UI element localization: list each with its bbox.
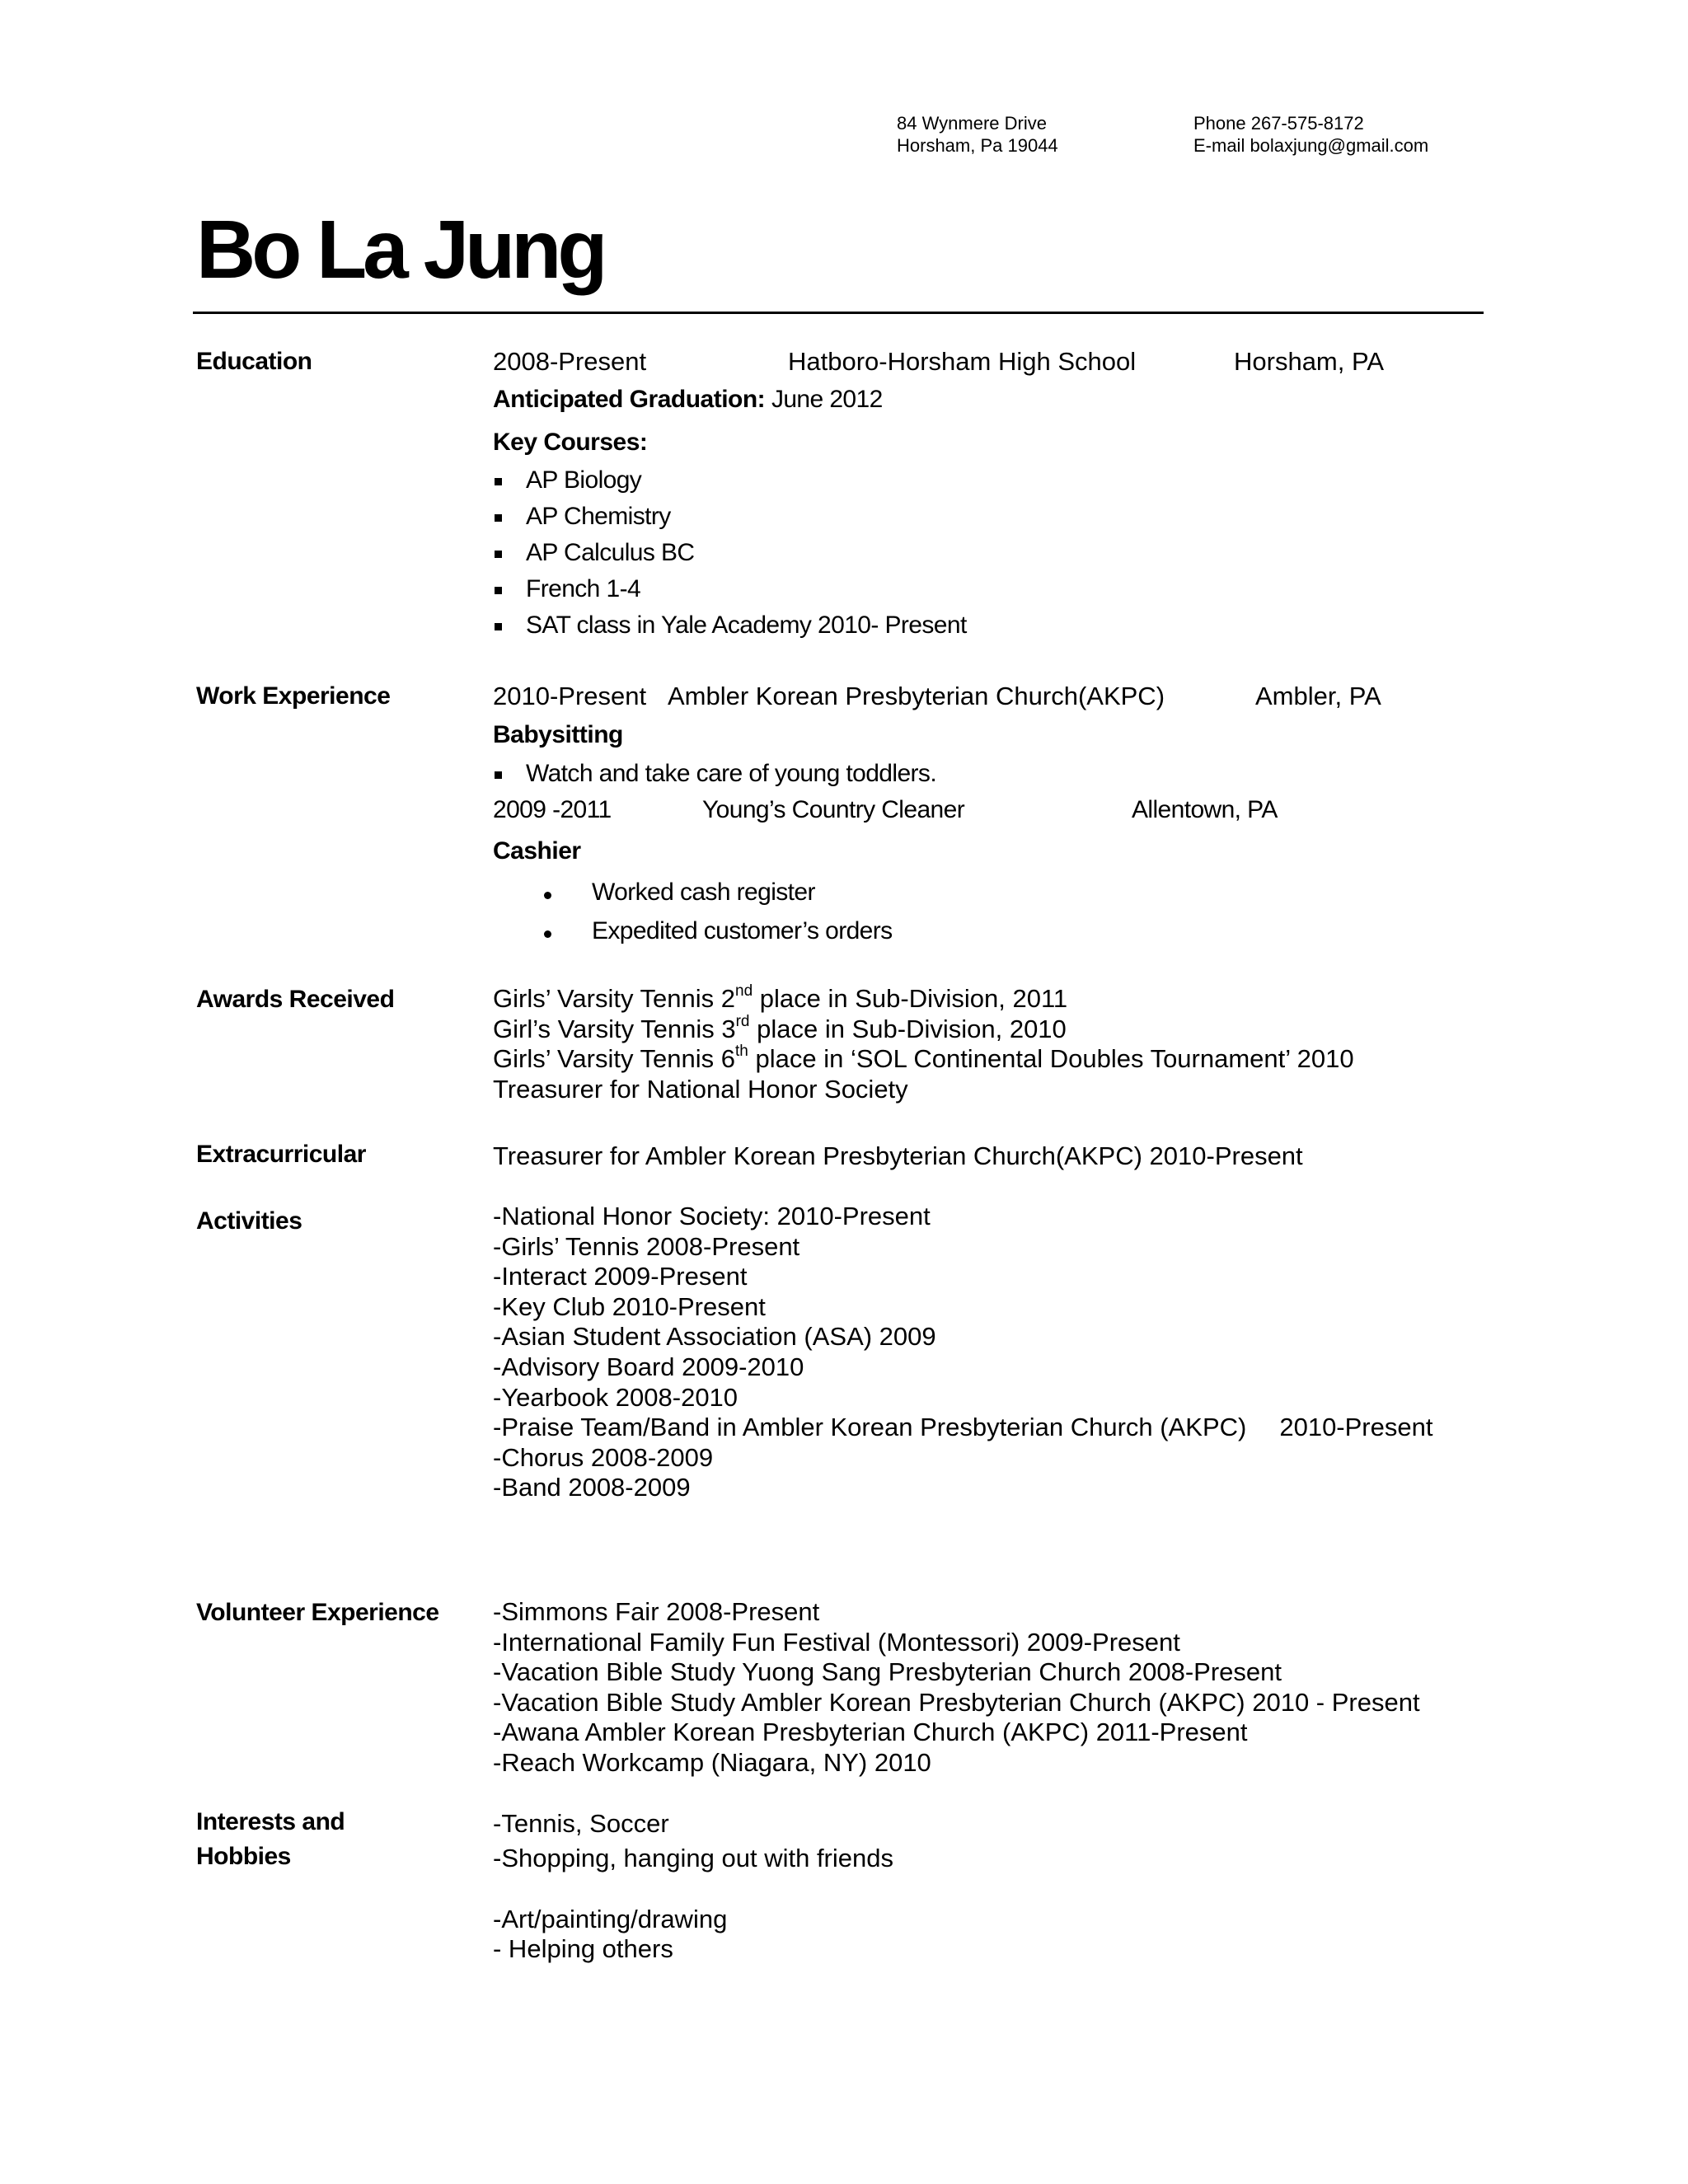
course-item: SAT class in Yale Academy 2010- Present [526, 612, 967, 639]
course-item: AP Chemistry [526, 503, 671, 530]
interests-heading: Interests and Hobbies [196, 1808, 345, 1870]
address-block [897, 112, 1058, 157]
job2-years: 2009 -2011 [493, 796, 612, 823]
activities-list [493, 1202, 1432, 1503]
job2-duty: Worked cash register [592, 879, 815, 906]
activity-item: -Advisory Board 2009-2010 [493, 1352, 804, 1381]
activity-item: -National Honor Society: 2010-Present [493, 1202, 931, 1230]
award-item: Girls’ Varsity Tennis 6th place in ‘SOL Continental Doubles Tournament’ 2010 [493, 1043, 1354, 1074]
graduation-label: Anticipated Graduation: [493, 386, 766, 413]
phone-number: Phone 267-575-8172 [1193, 113, 1364, 134]
award-item: Girls’ Varsity Tennis 2nd place in Sub-Division, 2011 [493, 982, 1068, 1013]
interest-item: -Tennis, Soccer [493, 1809, 669, 1838]
course-item: AP Biology [526, 466, 642, 494]
extracurricular-text: Treasurer for Ambler Korean Presbyterian Church(AKPC) 2010-Present [493, 1141, 1303, 1170]
activity-item: -Key Club 2010-Present [493, 1291, 766, 1321]
interest-item: -Shopping, hanging out with friends [493, 1844, 893, 1872]
volunteer-item: -Reach Workcamp (Niagara, NY) 2010 [493, 1747, 931, 1777]
graduation-value: June 2012 [771, 386, 883, 413]
bullet-icon [544, 930, 551, 938]
interest-item: - Helping others [493, 1934, 673, 1963]
job1-years: 2010-Present [493, 682, 647, 710]
activity-item: -Praise Team/Band in Ambler Korean Presbyterian Church (AKPC) 2010-Present [493, 1413, 1433, 1442]
volunteer-item: -International Family Fun Festival (Montessori) 2009-Present [493, 1627, 1180, 1657]
course-item: French 1-4 [526, 575, 641, 602]
education-location: Horsham, PA [1234, 347, 1385, 376]
awards-list [493, 984, 1354, 1104]
job1-organization: Ambler Korean Presbyterian Church(AKPC) [668, 682, 1165, 710]
job2-organization: Young’s Country Cleaner [702, 796, 965, 823]
bullet-icon [495, 623, 502, 630]
job2-title: Cashier [493, 837, 581, 865]
job1-duty: Watch and take care of young toddlers. [526, 760, 937, 787]
volunteer-item: -Awana Ambler Korean Presbyterian Church (AKPC) 2011-Present [493, 1718, 1248, 1747]
resume-name: Bo La Jung [196, 204, 604, 296]
education-years: 2008-Present [493, 347, 647, 376]
job1-location: Ambler, PA [1255, 682, 1381, 710]
address-line-2: Horsham, Pa 19044 [897, 135, 1058, 156]
contact-details [1193, 112, 1428, 157]
job2-duty: Expedited customer’s orders [592, 917, 893, 944]
activity-item: -Yearbook 2008-2010 [493, 1382, 738, 1412]
volunteer-item: -Vacation Bible Study Yuong Sang Presbyterian Church 2008-Present [493, 1657, 1282, 1687]
job2-location: Allentown, PA [1132, 796, 1278, 823]
activity-item: -Band 2008-2009 [493, 1473, 691, 1502]
header-divider [193, 312, 1484, 314]
job1-title: Babysitting [493, 721, 623, 748]
bullet-icon [495, 514, 502, 522]
bullet-icon [495, 478, 502, 485]
bullet-icon [495, 551, 502, 558]
bullet-icon [544, 892, 551, 899]
praise-team-years: 2010-Present [1279, 1413, 1433, 1442]
activity-item: -Girls’ Tennis 2008-Present [493, 1231, 800, 1261]
graduation-line [493, 384, 883, 415]
key-courses-heading: Key Courses: [493, 429, 648, 456]
awards-heading: Awards Received [196, 986, 395, 1013]
volunteer-list [493, 1597, 1420, 1779]
work-heading: Work Experience [196, 682, 391, 710]
activity-item: -Interact 2009-Present [493, 1262, 748, 1291]
bullet-icon [495, 587, 502, 594]
education-school: Hatboro-Horsham High School [788, 347, 1137, 376]
bullet-icon [495, 771, 502, 779]
activities-heading: Activities [196, 1207, 302, 1235]
volunteer-heading: Volunteer Experience [196, 1599, 439, 1626]
award-item: Treasurer for National Honor Society [493, 1074, 908, 1104]
education-heading: Education [196, 348, 312, 375]
extracurricular-heading: Extracurricular [196, 1141, 366, 1168]
address-line-1: 84 Wynmere Drive [897, 113, 1047, 134]
volunteer-item: -Vacation Bible Study Ambler Korean Presbyterian Church (AKPC) 2010 - Present [493, 1687, 1420, 1717]
interest-item: -Art/painting/drawing [493, 1905, 728, 1933]
award-item: Girl’s Varsity Tennis 3rd place in Sub-Division, 2010 [493, 1012, 1067, 1043]
course-item: AP Calculus BC [526, 539, 695, 566]
activity-item: -Chorus 2008-2009 [493, 1442, 714, 1472]
email-address: E-mail bolaxjung@gmail.com [1193, 135, 1429, 156]
activity-item: -Asian Student Association (ASA) 2009 [493, 1322, 936, 1352]
volunteer-item: -Simmons Fair 2008-Present [493, 1597, 820, 1626]
